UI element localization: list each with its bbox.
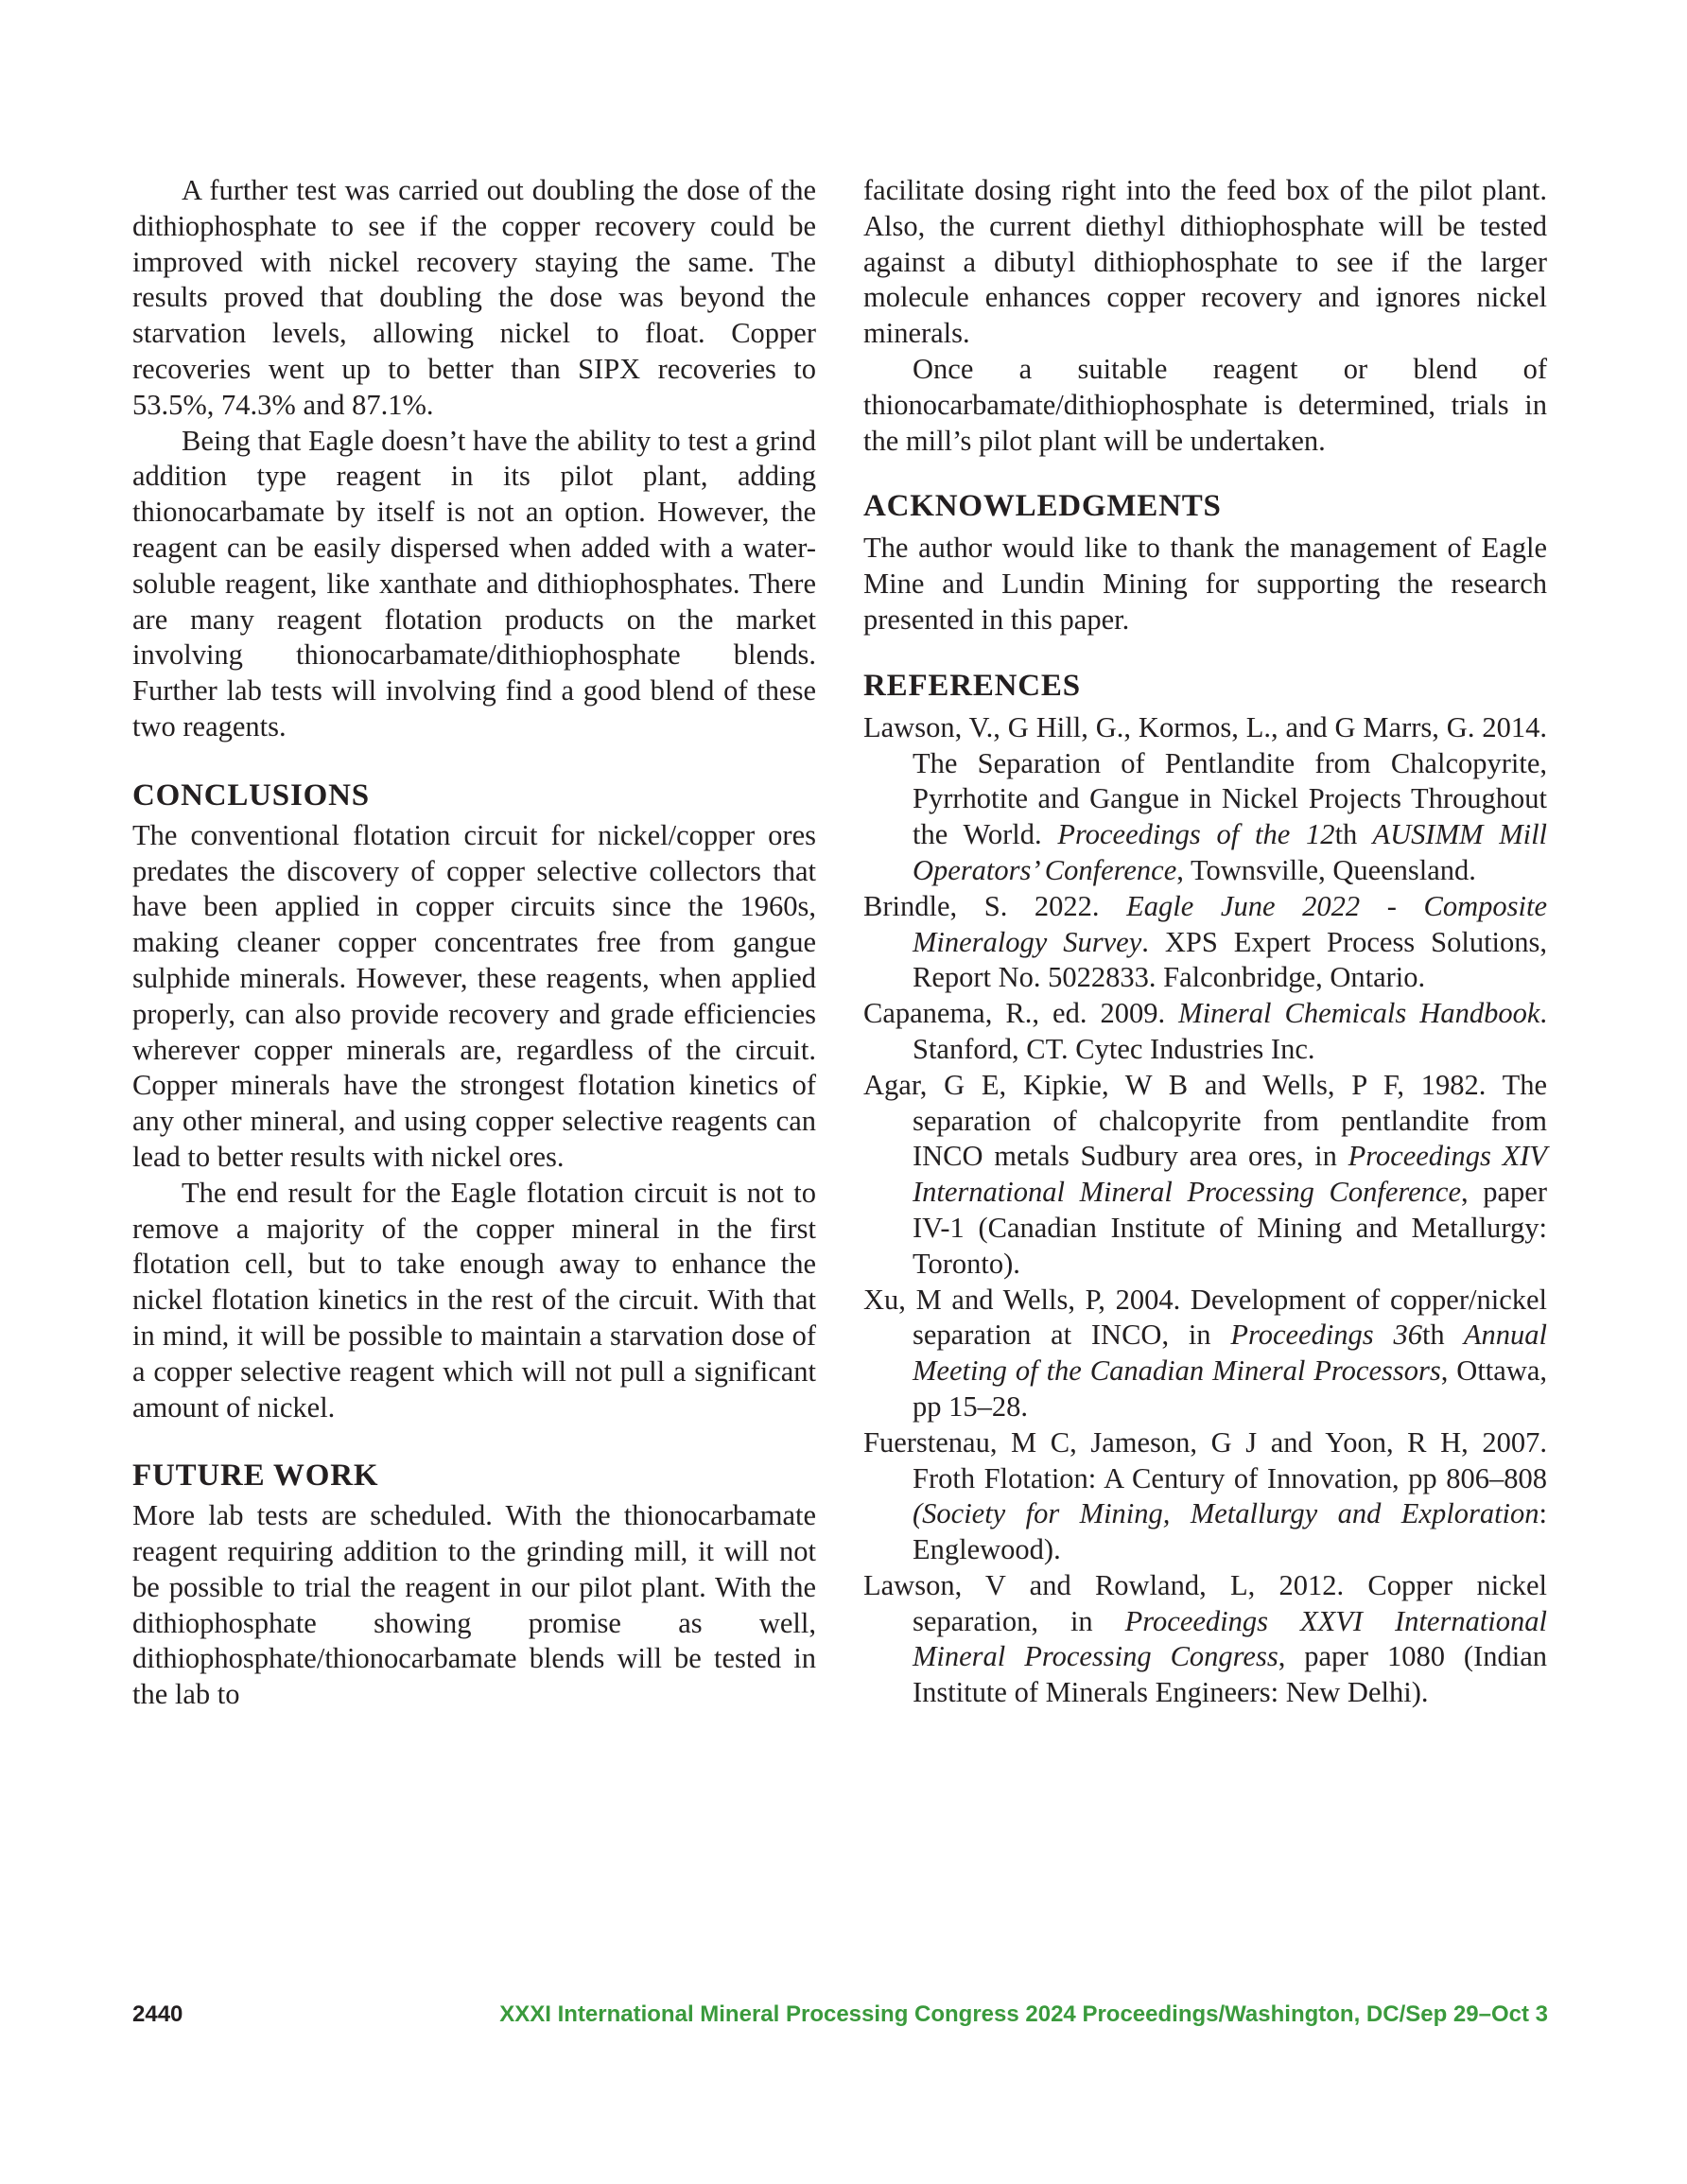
body-paragraph: More lab tests are scheduled. With the thionocarbamate reagent requiring addition to the grinding mill, it will not be possible to trial the reagent in our pilot plant. With the dithiophosphate showing promise as well, dithiophosphate/thionocarbamate blends will be tested in the lab to	[132, 1499, 816, 1711]
page-number: 2440	[132, 2001, 183, 2027]
body-paragraph: The conventional flotation circuit for nickel/copper ores predates the discovery of copper selective collectors that have been applied in copper circuits since the 1960s, making cleaner copper concentrates free from gangue sulphide minerals. However, these reagents, when applied properly, can also provide recovery and grade efficiencies wherever copper minerals are, regardless of the circuit. Copper minerals have the strongest flotation kinetics of any other mineral, and using copper selective reagents can lead to better results with nickel ores.	[132, 818, 816, 1173]
reference-list	[863, 710, 1547, 1711]
section-heading-references: REFERENCES	[863, 668, 1081, 703]
page-footer	[132, 1996, 1548, 2034]
body-paragraph: Being that Eagle doesn’t have the ability to test a grind addition type reagent in its pilot plant, adding thionocarbamate by itself is not an option. However, the reagent can be easily dispersed when added with a water-soluble reagent, like xanthate and dithiophosphates. There are many reagent flotation products on the market involving thionocarbamate/dithiophosphate blends. Further lab tests will involving find a good blend of these two reagents.	[132, 424, 816, 743]
body-paragraph: A further test was carried out doubling the dose of the dithiophosphate to see if the copper recovery could be improved with nickel recovery staying the same. The results proved that doubling the dose was beyond the starvation levels, allowing nickel to float. Copper recoveries went up to better than SIPX recoveries to 53.5%, 74.3% and 87.1%.	[132, 174, 816, 421]
conference-title: XXXI International Mineral Processing Congress 2024 Proceedings/Washington, DC/Sep 29–Oct 3	[499, 2001, 1548, 2027]
reference-entry: Lawson, V., G Hill, G., Kormos, L., and G Marrs, G. 2014. The Separation of Pentlandite from Chalcopyrite, Pyrrhotite and Gangue in Nickel Projects Throughout the World. Proceedings of the 12th AUSIMM Mill Operators’ Conference, Townsville, Queensland.	[863, 710, 1548, 886]
reference-entry: Lawson, V and Rowland, L, 2012. Copper nickel separation, in Proceedings XXVI International Mineral Processing Congress, paper 1080 (Indian Institute of Minerals Engineers: New Delhi).	[863, 1568, 1547, 1709]
left-column	[132, 173, 816, 1713]
body-paragraph: The end result for the Eagle flotation circuit is not to remove a majority of the copper mineral in the first flotation cell, but to take enough away to enhance the nickel flotation kinetics in the rest of the circuit. With that in mind, it will be possible to maintain a starvation dose of a copper selective reagent which will not pull a significant amount of nickel.	[132, 1176, 816, 1424]
body-paragraph: The author would like to thank the management of Eagle Mine and Lundin Mining for supporting the research presented in this paper.	[863, 532, 1547, 636]
reference-entry: Brindle, S. 2022. Eagle June 2022 - Composite Mineralogy Survey. XPS Expert Process Solutions, Report No. 5022833. Falconbridge, Ontario.	[863, 889, 1548, 994]
reference-entry: Agar, G E, Kipkie, W B and Wells, P F, 1982. The separation of chalcopyrite from pentlandite from INCO metals Sudbury area ores, in Proceedings XIV International Mineral Processing Conference, paper IV-1 (Canadian Institute of Mining and Metallurgy: Toronto).	[863, 1068, 1548, 1280]
section-heading-acknowledgments: ACKNOWLEDGMENTS	[863, 489, 1222, 524]
right-column	[863, 173, 1547, 1711]
section-heading-future-work: FUTURE WORK	[132, 1459, 379, 1494]
reference-entry: Fuerstenau, M C, Jameson, G J and Yoon, R H, 2007. Froth Flotation: A Century of Innovation, pp 806–808 (Society for Mining, Metallurgy and Exploration: Englewood).	[863, 1425, 1547, 1566]
reference-entry: Xu, M and Wells, P, 2004. Development of copper/nickel separation at INCO, in Proceedings 36th Annual Meeting of the Canadian Mineral Processors, Ottawa, pp 15–28.	[863, 1283, 1548, 1423]
section-heading-conclusions: CONCLUSIONS	[132, 778, 370, 812]
body-paragraph: Once a suitable reagent or blend of thionocarbamate/dithiophosphate is determined, trials in the mill’s pilot plant will be undertaken.	[863, 352, 1547, 457]
reference-entry: Capanema, R., ed. 2009. Mineral Chemicals Handbook. Stanford, CT. Cytec Industries Inc.	[863, 997, 1547, 1065]
body-paragraph: facilitate dosing right into the feed box of the pilot plant. Also, the current diethyl dithiophosphate will be tested against a dibutyl dithiophosphate to see if the larger molecule enhances copper recovery and ignores nickel minerals.	[863, 174, 1547, 350]
